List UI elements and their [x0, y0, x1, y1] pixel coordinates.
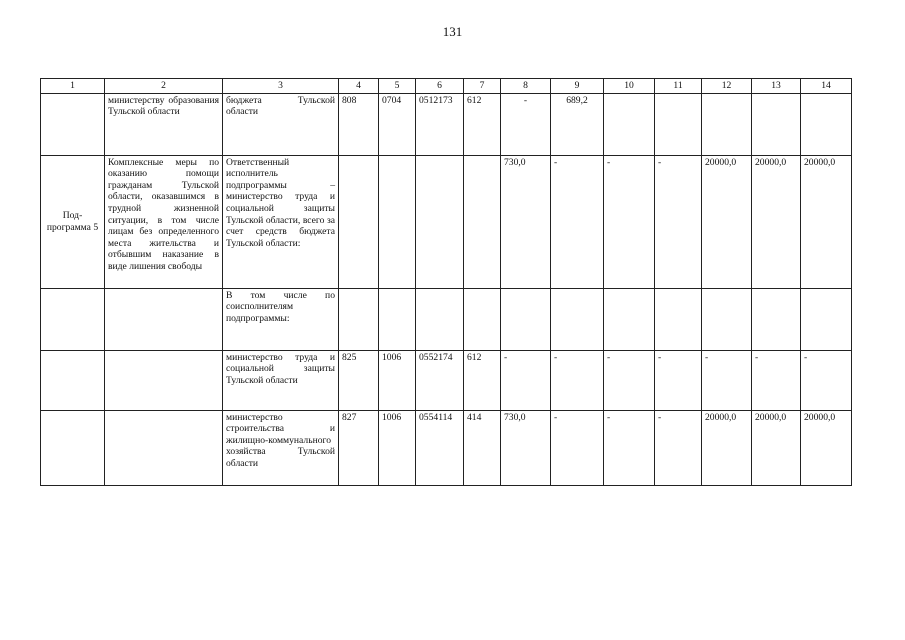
executor-cell: министерство труда и социальной защиты Тульской области [223, 350, 339, 410]
value-cell [604, 93, 655, 155]
value-cell [551, 288, 604, 350]
value-cell: - [551, 155, 604, 288]
program-cell [41, 93, 105, 155]
header-cell: 8 [501, 79, 551, 94]
value-cell: - [604, 410, 655, 485]
value-cell: - [604, 350, 655, 410]
section-code-cell [379, 288, 416, 350]
value-cell [702, 288, 752, 350]
header-cell: 13 [752, 79, 801, 94]
measure-name-cell [105, 350, 223, 410]
header-cell: 11 [655, 79, 702, 94]
value-cell [801, 93, 852, 155]
program-cell [41, 350, 105, 410]
grbs-code-cell: 827 [339, 410, 379, 485]
grbs-code-cell [339, 288, 379, 350]
header-cell: 1 [41, 79, 105, 94]
table-row [41, 288, 852, 350]
value-cell: - [551, 350, 604, 410]
value-cell: 20000,0 [801, 410, 852, 485]
table-row [41, 93, 852, 155]
value-cell: - [702, 350, 752, 410]
table-row [41, 410, 852, 485]
grbs-code-cell: 825 [339, 350, 379, 410]
header-cell: 12 [702, 79, 752, 94]
value-cell: 20000,0 [752, 155, 801, 288]
expense-type-cell [464, 288, 501, 350]
measure-name-cell: министерству образования Тульской области [105, 93, 223, 155]
section-code-cell: 1006 [379, 350, 416, 410]
value-cell: - [501, 93, 551, 155]
value-cell: - [655, 155, 702, 288]
header-cell: 2 [105, 79, 223, 94]
section-code-cell: 1006 [379, 410, 416, 485]
program-cell [41, 288, 105, 350]
value-cell: 20000,0 [702, 410, 752, 485]
page-number: 131 [442, 24, 463, 39]
expense-type-cell: 612 [464, 350, 501, 410]
value-cell [655, 93, 702, 155]
value-cell: 20000,0 [752, 410, 801, 485]
program-cell: Под-программа 5 [41, 155, 105, 288]
executor-cell: министерство строительства и жилищно-коммунального хозяйства Тульской области [223, 410, 339, 485]
value-cell: 20000,0 [702, 155, 752, 288]
header-cell: 10 [604, 79, 655, 94]
value-cell [752, 288, 801, 350]
value-cell: 730,0 [501, 155, 551, 288]
header-cell: 4 [339, 79, 379, 94]
header-cell: 6 [416, 79, 464, 94]
target-article-cell: 0552174 [416, 350, 464, 410]
executor-cell: В том числе по соисполнителям подпрограммы: [223, 288, 339, 350]
header-row [41, 79, 852, 94]
header-cell: 14 [801, 79, 852, 94]
value-cell [801, 288, 852, 350]
value-cell: - [551, 410, 604, 485]
value-cell: - [655, 350, 702, 410]
value-cell: 689,2 [551, 93, 604, 155]
target-article-cell: 0554114 [416, 410, 464, 485]
table-row [41, 155, 852, 288]
value-cell: - [604, 155, 655, 288]
section-code-cell [379, 155, 416, 288]
grbs-code-cell: 808 [339, 93, 379, 155]
header-cell: 7 [464, 79, 501, 94]
header-cell: 9 [551, 79, 604, 94]
value-cell [702, 93, 752, 155]
section-code-cell: 0704 [379, 93, 416, 155]
header-cell: 5 [379, 79, 416, 94]
value-cell: - [655, 410, 702, 485]
value-cell [655, 288, 702, 350]
target-article-cell [416, 288, 464, 350]
value-cell: - [801, 350, 852, 410]
measure-name-cell [105, 288, 223, 350]
header-cell: 3 [223, 79, 339, 94]
expense-type-cell [464, 155, 501, 288]
program-cell [41, 410, 105, 485]
measure-name-cell: Комплексные меры по оказанию помощи гражданам Тульской области, оказавшимся в трудной жизненной ситуации, в том числе лицам без определенного места жительства и отбывшим наказание в виде лишения свободы [105, 155, 223, 288]
value-cell: - [501, 350, 551, 410]
value-cell [752, 93, 801, 155]
budget-table [40, 78, 852, 486]
value-cell [604, 288, 655, 350]
value-cell [501, 288, 551, 350]
executor-cell: Ответственный исполнитель подпрограммы – министерство труда и социальной защиты Тульской области, всего за счет средств бюджета Тульской области: [223, 155, 339, 288]
table-row [41, 350, 852, 410]
grbs-code-cell [339, 155, 379, 288]
expense-type-cell: 612 [464, 93, 501, 155]
value-cell: - [752, 350, 801, 410]
target-article-cell: 0512173 [416, 93, 464, 155]
expense-type-cell: 414 [464, 410, 501, 485]
measure-name-cell [105, 410, 223, 485]
value-cell: 730,0 [501, 410, 551, 485]
target-article-cell [416, 155, 464, 288]
executor-cell: бюджета Тульской области [223, 93, 339, 155]
value-cell: 20000,0 [801, 155, 852, 288]
